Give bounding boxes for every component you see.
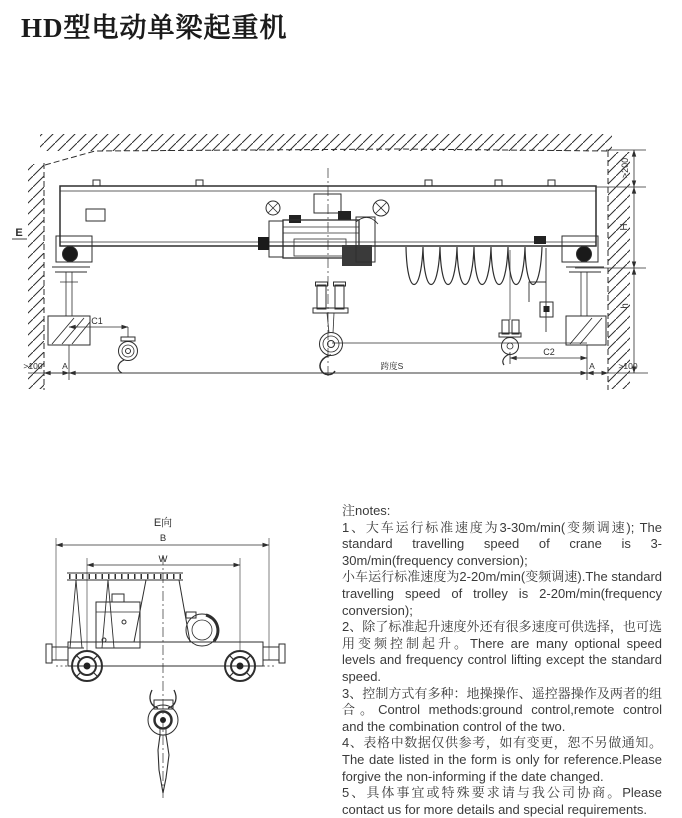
view-e-label: E	[15, 227, 23, 239]
hoist-motor	[342, 245, 372, 266]
dim-label-clearance-right: >100	[618, 361, 638, 371]
note-item-2: 2、除了标准起升速度外还有很多速度可供选择，也可选用变频控制起升。There are many optional speed levels and frequency control lifting except the standard speed.	[342, 619, 662, 684]
note-item-1: 1、大车运行标准速度为3-30m/min(变频调速); The standard travelling speed of crane is 3-30m/min(frequency conversion);	[342, 519, 662, 568]
ceiling-hatch	[40, 134, 612, 165]
notes-section	[342, 503, 662, 818]
hoist-trolley	[258, 200, 389, 266]
note-item-3: 3、控制方式有多种：地操操作、遥控器操作及两者的组合。Control methods:ground control,remote control and the combination control of the two.	[342, 685, 662, 734]
left-wall	[28, 163, 44, 390]
hook-blade	[158, 735, 169, 793]
dim-label-height-h: h	[620, 303, 631, 309]
end-view-title: E向	[153, 517, 173, 529]
support-leg-outer	[68, 580, 84, 648]
note-item-4: 4、表格中数据仅供参考，如有变更，恕不另做通知。The date listed in the form is only for reference.Please forgive the non-informing if the date changed.	[342, 735, 662, 784]
notes-heading: 注notes:	[342, 503, 391, 518]
walkway-platform	[67, 573, 183, 580]
hook-left-extreme	[118, 327, 137, 373]
end-carriage-left	[48, 236, 92, 345]
dim-label-approach-left: A	[62, 361, 68, 371]
dim-label-approach-right: A	[589, 361, 595, 371]
page-title: HD型电动单梁起重机	[21, 13, 288, 43]
festoon-cable	[406, 247, 542, 285]
main-hook	[320, 355, 335, 375]
dim-label-b: B	[159, 533, 167, 544]
end-view-drawing	[46, 538, 285, 798]
main-hook-block	[313, 282, 348, 375]
dim-label-clearance-left: >100	[23, 361, 43, 371]
dim-label-w: W	[158, 554, 168, 565]
dim-label-clearance-top: >200	[620, 157, 630, 179]
girder-cross-section	[134, 580, 190, 642]
hook-right-extreme	[499, 250, 521, 365]
dim-label-span: 跨度S	[380, 361, 404, 371]
note-item-1b: 小车运行标准速度为2-20m/min(变频调速).The standard travelling speed of trolley is 2-20m/min(frequency conversion);	[342, 569, 662, 618]
support-leg-inner	[100, 580, 116, 648]
note-item-5: 5、具体事宜或特殊要求请与我公司协商。Please contact us for more details and special requirements.	[342, 785, 662, 817]
limit-switch-box	[314, 194, 341, 213]
end-carriage-right	[562, 236, 606, 345]
dim-label-c2: C2	[543, 347, 555, 357]
hoist-motor-end	[186, 612, 218, 646]
nameplate	[86, 209, 105, 221]
dim-label-c1: C1	[91, 316, 103, 326]
dim-label-height-H: H	[619, 223, 630, 231]
crane-wheel-left	[63, 247, 78, 262]
crane-wheel-right	[577, 247, 592, 262]
